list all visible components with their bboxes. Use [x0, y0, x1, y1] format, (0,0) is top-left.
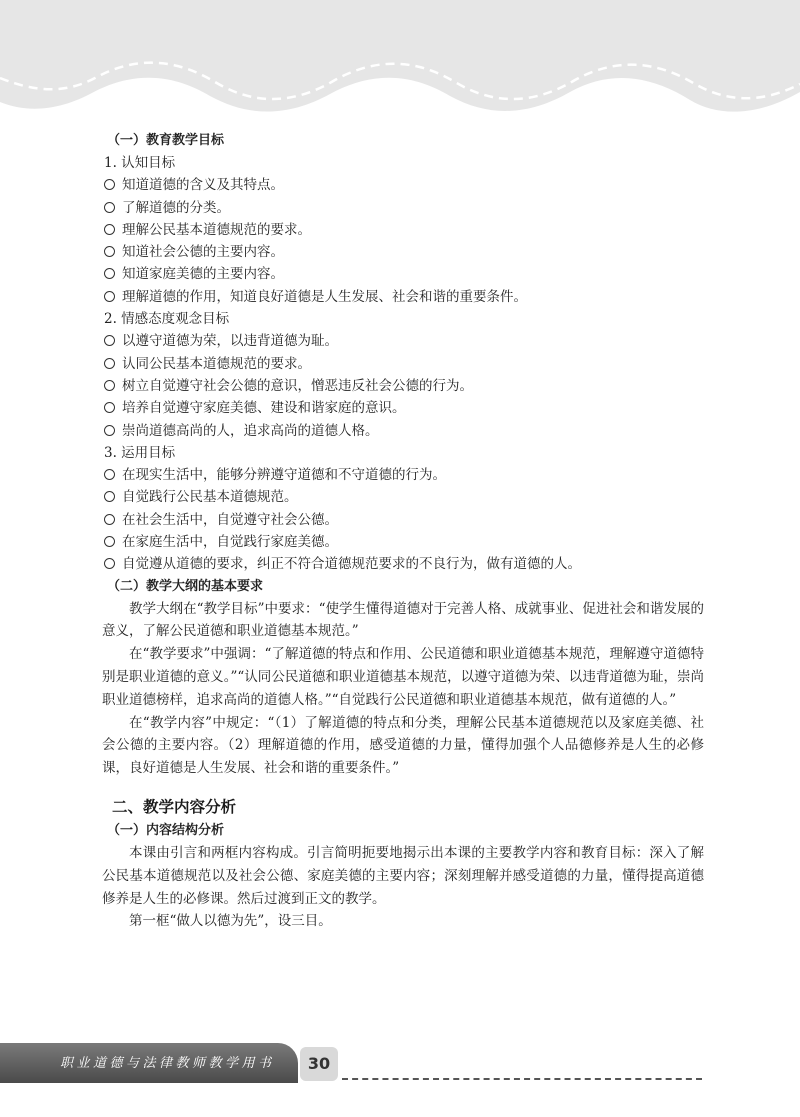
list-item: 知道道德的含义及其特点。: [104, 174, 704, 196]
list-item: 知道家庭美德的主要内容。: [104, 263, 704, 285]
circle-bullet-icon: [104, 536, 115, 547]
cognitive-goal-title: 1. 认知目标: [104, 155, 176, 171]
list-item: 理解公民基本道德规范的要求。: [104, 219, 704, 241]
list-item: 自觉践行公民基本道德规范。: [104, 486, 704, 508]
list-item: 树立自觉遵守社会公德的意识，憎恶违反社会公德的行为。: [104, 375, 704, 397]
page-number: 30: [300, 1047, 338, 1081]
syllabus-paragraph: 教学大纲在“教学目标”中要求：“使学生懂得道德对于完善人格、成就事业、促进社会和谐发展的意义，了解公民道德和职业道德基本规范。”: [102, 600, 704, 640]
circle-bullet-icon: [104, 268, 115, 279]
list-item: 在社会生活中，自觉遵守社会公德。: [104, 509, 704, 531]
emotional-goal-title: 2. 情感态度观念目标: [104, 311, 230, 328]
circle-bullet-icon: [104, 202, 115, 213]
list-item: 崇尚道德高尚的人，追求高尚的道德人格。: [104, 420, 704, 442]
circle-bullet-icon: [104, 179, 115, 190]
circle-bullet-icon: [104, 514, 115, 525]
circle-bullet-icon: [104, 402, 115, 413]
circle-bullet-icon: [104, 335, 115, 346]
structure-analysis-heading: （一）内容结构分析: [107, 823, 225, 839]
analysis-paragraph: 本课由引言和两框内容构成。引言简明扼要地揭示出本课的主要教学内容和教育目标：深入了解公民基本道德规范以及社会公德、家庭美德的主要内容；深刻理解并感受道德的力量，懂得提高道德修养是人生的必修课。然后过渡到正文的教学。: [102, 845, 704, 907]
circle-bullet-icon: [104, 246, 115, 257]
list-item: 认同公民基本道德规范的要求。: [104, 353, 704, 375]
analysis-paragraph: 第一框“做人以德为先”，设三目。: [129, 913, 332, 930]
list-item: 了解道德的分类。: [104, 197, 704, 219]
list-item: 理解道德的作用，知道良好道德是人生发展、社会和谐的重要条件。: [104, 286, 704, 308]
circle-bullet-icon: [104, 469, 115, 480]
circle-bullet-icon: [104, 358, 115, 369]
circle-bullet-icon: [104, 291, 115, 302]
syllabus-heading: （二）教学大纲的基本要求: [107, 578, 264, 594]
list-item: 知道社会公德的主要内容。: [104, 241, 704, 263]
circle-bullet-icon: [104, 425, 115, 436]
application-goal-title: 3. 运用目标: [104, 444, 176, 461]
syllabus-paragraph: 在“教学要求”中强调：“了解道德的特点和作用、公民道德和职业道德基本规范，理解遵守道德特别是职业道德的意义。”“认同公民道德和职业道德基本规范，以遵守道德为荣、以违背道德为耻，崇尚职业道德榜样，追求高尚的道德人格。”“自觉践行公民道德和职业道德基本规范，做有道德的人。”: [102, 646, 704, 708]
syllabus-paragraph: 在“教学内容”中规定：“（1）了解道德的特点和分类，理解公民基本道德规范以及家庭美德、社会公德的主要内容。（2）理解道德的作用，感受道德的力量，懂得加强个人品德修养是人生的必修课，良好道德是人生发展、社会和谐的重要条件。”: [102, 714, 704, 777]
circle-bullet-icon: [104, 558, 115, 569]
list-item: 以遵守道德为荣，以违背道德为耻。: [104, 330, 704, 352]
objectives-heading: （一）教育教学目标: [107, 133, 225, 148]
list-item: 在家庭生活中，自觉践行家庭美德。: [104, 531, 704, 553]
header-wave-banner: [0, 0, 800, 125]
content-analysis-heading: 二、教学内容分析: [112, 798, 237, 817]
list-item: 培养自觉遵守家庭美德、建设和谐家庭的意识。: [104, 397, 704, 419]
circle-bullet-icon: [104, 224, 115, 235]
circle-bullet-icon: [104, 380, 115, 391]
page-content: [104, 130, 704, 933]
circle-bullet-icon: [104, 491, 115, 502]
footer-dashed-rule: [342, 1078, 702, 1080]
list-item: 在现实生活中，能够分辨遵守道德和不守道德的行为。: [104, 464, 704, 486]
footer-book-title: 职业道德与法律教师教学用书: [60, 1056, 275, 1071]
list-item: 自觉遵从道德的要求，纠正不符合道德规范要求的不良行为，做有道德的人。: [104, 553, 704, 575]
